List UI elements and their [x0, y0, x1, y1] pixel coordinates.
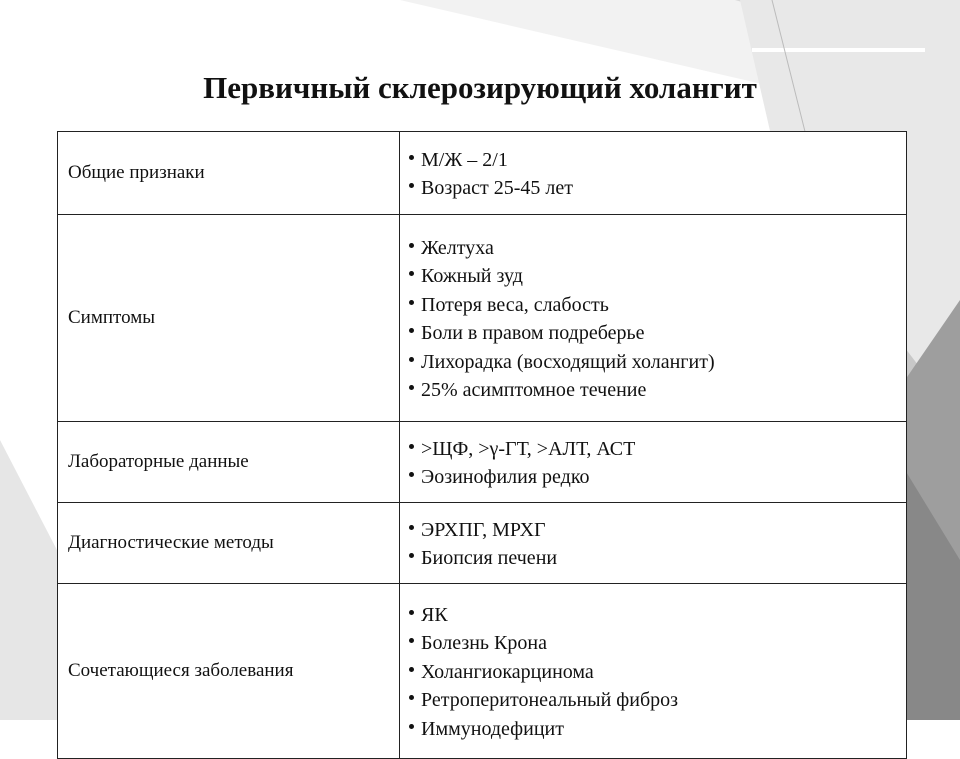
list-item: Лихорадка (восходящий холангит) — [409, 348, 898, 377]
row-label: Сочетающиеся заболевания — [58, 584, 400, 759]
list-item: Боли в правом подреберье — [409, 319, 898, 348]
row-items — [400, 503, 907, 584]
table-row-general — [58, 132, 907, 215]
list-item: Эозинофилия редко — [409, 463, 898, 492]
info-table — [57, 131, 907, 759]
list-item: Потеря веса, слабость — [409, 291, 898, 320]
list-item: Болезнь Крона — [409, 629, 898, 658]
table-row-diagnostics — [58, 503, 907, 584]
row-items — [400, 584, 907, 759]
slide-title: Первичный склерозирующий холангит — [203, 70, 757, 105]
row-items — [400, 422, 907, 503]
list-item: Ретроперитонеальный фиброз — [409, 686, 898, 715]
row-label: Симптомы — [58, 215, 400, 422]
bullet-list — [409, 601, 898, 744]
list-item: Биопсия печени — [409, 544, 898, 573]
bullet-list — [409, 234, 898, 405]
list-item: Холангиокарцинома — [409, 658, 898, 687]
row-items — [400, 132, 907, 215]
list-item: Желтуха — [409, 234, 898, 263]
list-item: Иммунодефицит — [409, 715, 898, 744]
row-items — [400, 215, 907, 422]
bullet-list — [409, 516, 898, 573]
list-item: 25% асимптомное течение — [409, 376, 898, 405]
bullet-list — [409, 146, 898, 203]
table-row-symptoms — [58, 215, 907, 422]
list-item: М/Ж – 2/1 — [409, 146, 898, 175]
list-item: >ЩФ, >γ-ГТ, >АЛТ, АСТ — [409, 435, 898, 464]
row-label: Диагностические методы — [58, 503, 400, 584]
list-item: Возраст 25-45 лет — [409, 174, 898, 203]
row-label: Лабораторные данные — [58, 422, 400, 503]
table-row-associated — [58, 584, 907, 759]
bullet-list — [409, 435, 898, 492]
list-item: Кожный зуд — [409, 262, 898, 291]
list-item: ЭРХПГ, МРХГ — [409, 516, 898, 545]
row-label: Общие признаки — [58, 132, 400, 215]
list-item: ЯК — [409, 601, 898, 630]
table-row-lab — [58, 422, 907, 503]
